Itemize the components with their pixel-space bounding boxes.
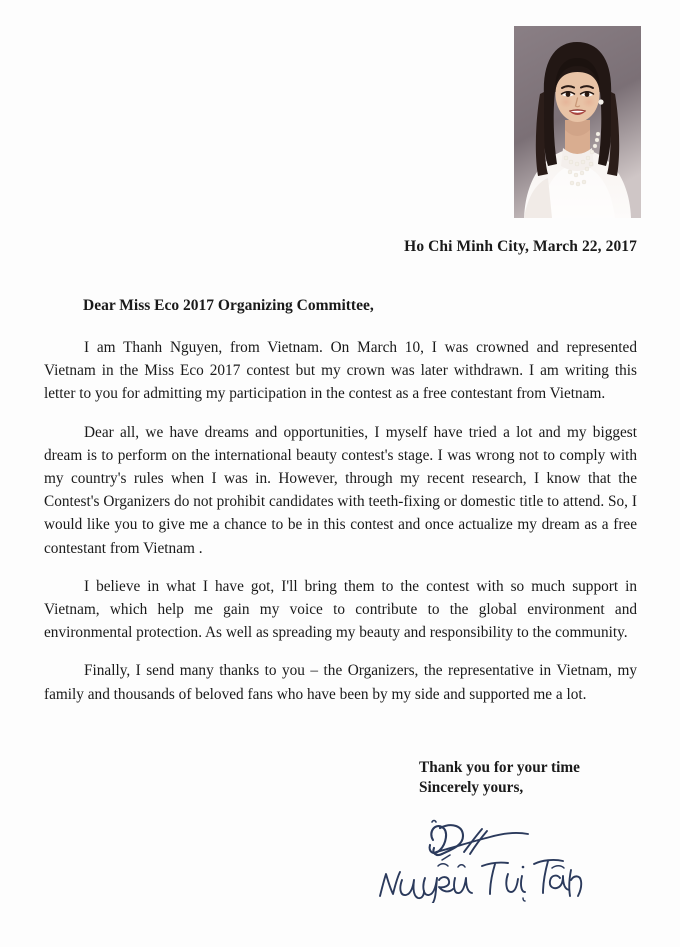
author-portrait-photo <box>514 26 641 218</box>
closing-line-sincerely: Sincerely yours, <box>419 779 524 796</box>
date-line: Ho Chi Minh City, March 22, 2017 <box>404 238 637 255</box>
letter-body <box>44 336 637 706</box>
salutation: Dear Miss Eco 2017 Organizing Committee, <box>83 297 374 314</box>
closing-line-thanks: Thank you for your time <box>419 759 580 776</box>
closing-block <box>419 758 580 798</box>
signature-graphic <box>362 808 592 903</box>
body-paragraph: Dear all, we have dreams and opportunities, I myself have tried a lot and my biggest dream is to perform on the international beauty contest's stage. I was wrong not to comply with my country's rules when I was in. However, through my recent research, I know that the Contest's Organizers do not prohibit candidates with teeth-fixing or domestic title to attend. So, I would like you to give me a chance to be in this contest and once actualize my dream as a free contestant from Vietnam . <box>44 423 637 557</box>
body-paragraph: Finally, I send many thanks to you – the Organizers, the representative in Vietnam, my family and thousands of beloved fans who have been by my side and supported me a lot. <box>44 662 637 703</box>
handwritten-signature <box>362 808 592 903</box>
portrait-photo-graphic <box>514 26 641 218</box>
body-paragraph: I believe in what I have got, I'll bring them to the contest with so much support in Vietnam, which help me gain my voice to contribute to the global environment and environmental protection. As well as spreading my beauty and responsibility to the community. <box>44 577 637 642</box>
body-paragraph: I am Thanh Nguyen, from Vietnam. On March 10, I was crowned and represented Vietnam in the Miss Eco 2017 contest but my crown was later withdrawn. I am writing this letter to you for admitting my participation in the contest as a free contestant from Vietnam. <box>44 339 637 403</box>
